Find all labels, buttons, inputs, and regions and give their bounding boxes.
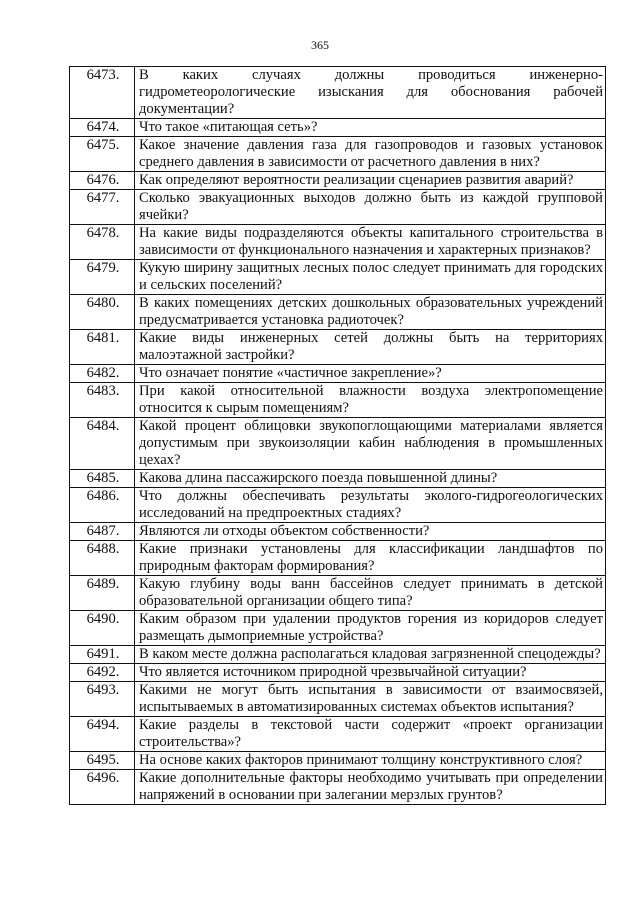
question-text: Какова длина пассажирского поезда повышенной длины? (135, 470, 606, 488)
question-number: 6491. (70, 646, 135, 664)
question-text: Как определяют вероятности реализации сценариев развития аварий? (135, 172, 606, 190)
page-number: 365 (311, 38, 329, 52)
table-row (70, 190, 606, 225)
table-row (70, 611, 606, 646)
table-row (70, 225, 606, 260)
question-number: 6492. (70, 664, 135, 682)
table-row (70, 137, 606, 172)
question-text: Что является источником природной чрезвычайной ситуации? (135, 664, 606, 682)
question-number: 6476. (70, 172, 135, 190)
question-text: На основе каких факторов принимают толщину конструктивного слоя? (135, 752, 606, 770)
question-text: Что такое «питающая сеть»? (135, 119, 606, 137)
question-text: Какие признаки установлены для классификации ландшафтов по природным факторам формирования? (135, 541, 606, 576)
question-number: 6493. (70, 682, 135, 717)
question-text: Что должны обеспечивать результаты эколого-гидрогеологических исследований на предпроектных стадиях? (135, 488, 606, 523)
question-text: Какие разделы в текстовой части содержит «проект организации строительства»? (135, 717, 606, 752)
table-row (70, 330, 606, 365)
questions-table-body (70, 67, 606, 805)
table-row (70, 523, 606, 541)
question-text: Какое значение давления газа для газопроводов и газовых установок среднего давления в зависимости от расчетного давления в них? (135, 137, 606, 172)
table-row (70, 576, 606, 611)
table-row (70, 470, 606, 488)
question-number: 6495. (70, 752, 135, 770)
table-row (70, 646, 606, 664)
question-number: 6481. (70, 330, 135, 365)
question-text: Какими не могут быть испытания в зависимости от взаимосвязей, испытываемых в автоматизированных системах объектов испытания? (135, 682, 606, 717)
question-number: 6489. (70, 576, 135, 611)
question-number: 6480. (70, 295, 135, 330)
question-number: 6487. (70, 523, 135, 541)
question-number: 6490. (70, 611, 135, 646)
question-number: 6474. (70, 119, 135, 137)
table-row (70, 260, 606, 295)
question-text: Каким образом при удалении продуктов горения из коридоров следует размещать дымоприемные устройства? (135, 611, 606, 646)
table-row (70, 418, 606, 470)
table-row (70, 67, 606, 119)
table-row (70, 119, 606, 137)
question-text: Какой процент облицовки звукопоглощающими материалами является допустимым при звукоизоляции кабин наблюдения в промышленных цехах? (135, 418, 606, 470)
question-text: Сколько эвакуационных выходов должно быть из каждой групповой ячейки? (135, 190, 606, 225)
question-number: 6479. (70, 260, 135, 295)
table-row (70, 383, 606, 418)
table-row (70, 770, 606, 805)
question-number: 6473. (70, 67, 135, 119)
table-row (70, 488, 606, 523)
question-text: Какие дополнительные факторы необходимо учитывать при определении напряжений в основании при залегании мерзлых грунтов? (135, 770, 606, 805)
question-number: 6475. (70, 137, 135, 172)
question-number: 6485. (70, 470, 135, 488)
table-row (70, 172, 606, 190)
table-row (70, 365, 606, 383)
question-number: 6478. (70, 225, 135, 260)
question-text: Кукую ширину защитных лесных полос следует принимать для городских и сельских поселений? (135, 260, 606, 295)
question-text: Являются ли отходы объектом собственности? (135, 523, 606, 541)
question-text: На какие виды подразделяются объекты капитального строительства в зависимости от функционального назначения и характерных признаков? (135, 225, 606, 260)
question-text: Что означает понятие «частичное закрепление»? (135, 365, 606, 383)
question-text: В каком месте должна располагаться кладовая загрязненной спецодежды? (135, 646, 606, 664)
question-text: Какие виды инженерных сетей должны быть на территориях малоэтажной застройки? (135, 330, 606, 365)
question-text: При какой относительной влажности воздуха электропомещение относится к сырым помещениям? (135, 383, 606, 418)
table-row (70, 717, 606, 752)
question-number: 6494. (70, 717, 135, 752)
question-number: 6477. (70, 190, 135, 225)
question-text: Какую глубину воды ванн бассейнов следует принимать в детской образовательной организации общего типа? (135, 576, 606, 611)
question-text: В каких случаях должны проводиться инженерно-гидрометеорологические изыскания для обоснования рабочей документации? (135, 67, 606, 119)
table-row (70, 752, 606, 770)
question-number: 6482. (70, 365, 135, 383)
question-number: 6488. (70, 541, 135, 576)
question-number: 6486. (70, 488, 135, 523)
table-row (70, 664, 606, 682)
table-row (70, 295, 606, 330)
question-text: В каких помещениях детских дошкольных образовательных учреждений предусматривается установка радиоточек? (135, 295, 606, 330)
question-number: 6483. (70, 383, 135, 418)
table-row (70, 541, 606, 576)
questions-table (69, 66, 606, 805)
question-number: 6484. (70, 418, 135, 470)
table-row (70, 682, 606, 717)
question-number: 6496. (70, 770, 135, 805)
